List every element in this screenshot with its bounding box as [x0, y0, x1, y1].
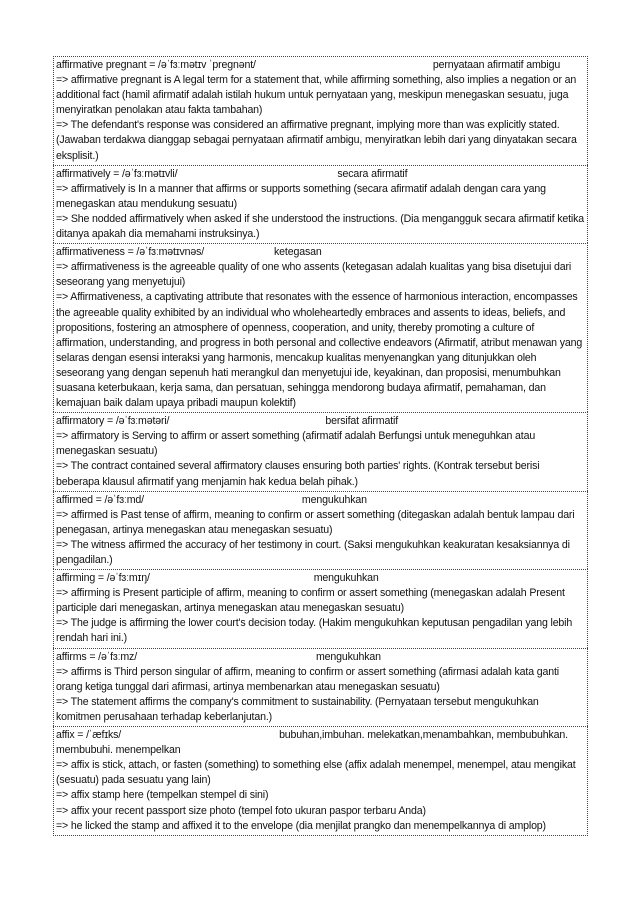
- entry-example: => The contract contained several affirmatory clauses ensuring both parties' rights. (Kontrak tersebut berisi beberapa klausul afirmatif yang menjamin hak kedua belah pihak.): [56, 460, 540, 488]
- entry-example: => The defendant's response was considered an affirmative pregnant, implying more than was explicitly stated. (Jawaban terdakwa dianggap sebagai pernyataan afirmatif ambigu, menyiratkan lebih dari yang dinyatakan secara eksplisit.): [56, 119, 577, 162]
- entry-translation: mengukuhkan: [301, 493, 367, 506]
- entry-translation: mengukuhkan: [313, 572, 379, 585]
- entry-definition: => affirmative pregnant is A legal term for a statement that, while affirming something, also implies a negation or an additional fact (hamil afirmatif adalah istilah hukum untuk pernyataan yang, meskipun menegaskan sesuatu, juga menyiratkan penolakan atau fakta tambahan): [56, 74, 577, 117]
- entry-headword-line: [56, 493, 585, 508]
- entry-headword-line: [56, 414, 585, 429]
- entry-translation: mengukuhkan: [316, 650, 381, 663]
- entry-headword-line: [56, 58, 585, 73]
- entry-headword: affirmatory = /əˈfɜːmətəri/: [56, 415, 170, 428]
- entry-headword: affix = /ˈæfɪks/: [56, 729, 122, 742]
- entry-example: => he licked the stamp and affixed it to the envelope (dia menjilat prangko dan menempelkannya di amplop): [56, 819, 546, 832]
- entry-headword-line: [56, 728, 585, 758]
- entry-headword-line: [56, 167, 585, 182]
- entry-headword-line: [56, 650, 585, 665]
- entry-definition: => affirmativeness is the agreeable quality of one who assents (ketegasan adalah kualitas yang bisa disetujui dari seseorang yang menyetujui): [56, 261, 572, 289]
- entry-translation: pernyataan afirmatif ambigu: [432, 59, 561, 71]
- entry-translation: bubuhan,imbuhan. melekatkan,menambahkan, membubuhkan. membubuhi. menempelkan: [56, 729, 568, 757]
- entry-example: => The witness affirmed the accuracy of her testimony in court. (Saksi mengukuhkan keakuratan kesaksiannya di pengadilan.): [56, 538, 570, 566]
- entry-headword: affirmatively = /əˈfɜːmətɪvli/: [56, 167, 178, 180]
- entry-headword: affirmative pregnant = /əˈfɜːmətɪv ˈpreɡnənt/: [56, 59, 256, 71]
- entry-example: => Affirmativeness, a captivating attribute that resonates with the essence of harmonious interaction, encompasses the agreeable quality exhibited by an individual who wholeheartedly embraces and assents to ideas, beliefs, and propositions, fostering an atmosphere of openness, cooperation, and unity, thereby promoting a culture of affirmation, understanding, and progress in both personal and collective endeavors (Afirmatif, atribut menawan yang selaras dengan esensi interaksi yang harmonis, mencakup kualitas menyenangkan yang ditunjukkan oleh seseorang yang dengan sepenuh hati merangkul dan menyetujui ide, keyakinan, dan proposisi, menumbuhkan suasana keterbukaan, kerja sama, dan persatuan, sehingga mendorong budaya afirmatif, pemahaman, dan kemajuan baik dalam upaya pribadi maupun kolektif): [56, 291, 583, 410]
- entry-example: => She nodded affirmatively when asked if she understood the instructions. (Dia mengangguk secara afirmatif ketika ditanya apakah dia memahami instruksinya.): [56, 212, 584, 241]
- dictionary-entry: [53, 56, 588, 165]
- dictionary-entry: [53, 243, 588, 412]
- entry-headword: affirming = /əˈfɜːmɪŋ/: [56, 572, 150, 585]
- entry-headword: affirms = /əˈfɜːmz/: [56, 650, 137, 663]
- entry-definition: => affirmatively is In a manner that affirms or supports something (secara afirmatif adalah dengan cara yang menegaskan atau mendukung sesuatu): [56, 182, 546, 210]
- dictionary-entry: [53, 726, 588, 836]
- entry-example: => The statement affirms the company's commitment to sustainability. (Pernyataan tersebut mengukuhkan komitmen perusahaan terhadap keberlanjutan.): [56, 695, 539, 723]
- dictionary-entry: [53, 491, 588, 569]
- entry-headword-line: [56, 245, 585, 260]
- entry-definition: => affix is stick, attach, or fasten (something) to something else (affix adalah menempel, menempel, atau mengikat (sesuatu) pada sesuatu yang lain): [56, 759, 576, 787]
- entry-example: => affix stamp here (tempelkan stempel di sini): [56, 789, 269, 802]
- entry-headword: affirmativeness = /əˈfɜːmətɪvnəs/: [56, 246, 205, 259]
- entry-translation: secara afirmatif: [337, 167, 408, 180]
- dictionary-entry: [53, 648, 588, 726]
- entry-headword-line: [56, 571, 585, 586]
- dictionary-page: [53, 56, 588, 836]
- entry-example: => The judge is affirming the lower court's decision today. (Hakim mengukuhkan keputusan pengadilan yang lebih rendah hari ini.): [56, 617, 573, 645]
- entry-definition: => affirms is Third person singular of affirm, meaning to confirm or assert something (afirmasi adalah kata ganti orang ketiga tunggal dari afirmasi, artinya membenarkan atau menegaskan sesuatu): [56, 665, 559, 693]
- entry-example: => affix your recent passport size photo (tempel foto ukuran paspor terbaru Anda): [56, 804, 426, 817]
- entry-translation: ketegasan: [274, 246, 322, 259]
- entry-translation: bersifat afirmatif: [325, 415, 399, 428]
- dictionary-entry: [53, 412, 588, 490]
- dictionary-entry: [53, 569, 588, 647]
- entry-definition: => affirmatory is Serving to affirm or assert something (afirmatif adalah Berfungsi untuk meneguhkan atau menegaskan sesuatu): [56, 430, 536, 458]
- entry-definition: => affirmed is Past tense of affirm, meaning to confirm or assert something (ditegaskan adalah bentuk lampau dari penegasan, artinya menegaskan atau menegaskan sesuatu): [56, 508, 575, 536]
- entry-headword: affirmed = /əˈfɜːmd/: [56, 493, 144, 506]
- dictionary-entry: [53, 165, 588, 243]
- entry-definition: => affirming is Present participle of affirm, meaning to confirm or assert something (menegaskan adalah Present participle dari menegaskan, artinya menegaskan atau menegaskan sesuatu): [56, 587, 565, 615]
